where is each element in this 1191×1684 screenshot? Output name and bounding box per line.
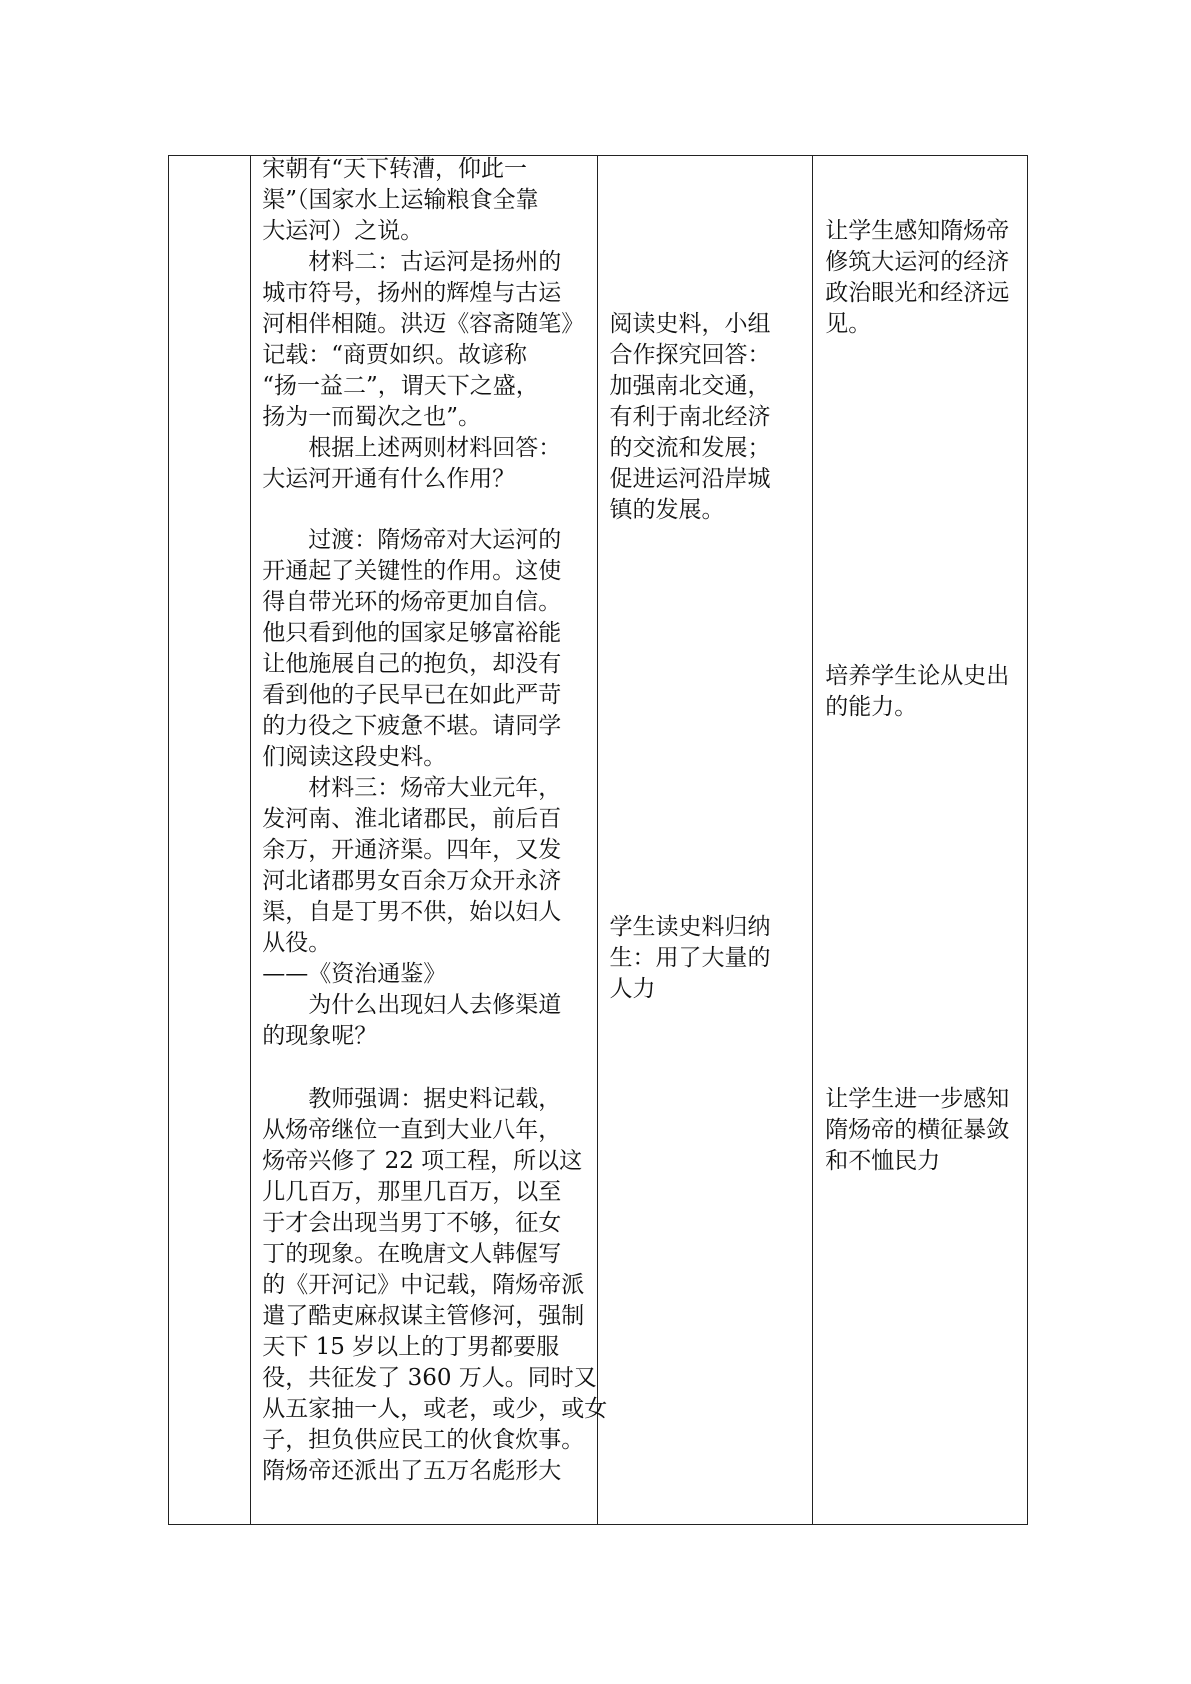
text-line: 生：用了大量的 <box>609 945 771 971</box>
text-line: 修筑大运河的经济 <box>825 249 1010 275</box>
text-line: 政治眼光和经济远 <box>825 280 1010 306</box>
text-line: 的现象呢？ <box>262 1023 378 1049</box>
text-line: 合作探究回答： <box>609 342 771 368</box>
text-line: 子，担负供应民工的伙食炊事。 <box>262 1427 585 1453</box>
text-line: 见。 <box>825 311 872 337</box>
text-line: 从役。 <box>262 930 332 956</box>
text-line: 看到他的子民早已在如此严苛 <box>262 682 562 708</box>
student-activity-cell <box>598 156 813 1525</box>
text-line: 大运河）之说。 <box>262 218 424 244</box>
text-line: 大运河开通有什么作用？ <box>262 466 516 492</box>
text-line: 从炀帝继位一直到大业八年， <box>262 1117 562 1143</box>
text-line: 丁的现象。在晚唐文人韩偓写 <box>262 1241 562 1267</box>
text-line: 阅读史料，小组 <box>609 311 771 337</box>
text-line: 加强南北交通， <box>609 373 771 399</box>
text-line: 记载：“商贾如织。故谚称 <box>262 342 528 368</box>
text-line: “扬一益二”，谓天下之盛， <box>262 373 539 399</box>
lesson-plan-table <box>168 155 1028 1525</box>
text-line: 教师强调：据史料记载， <box>308 1086 562 1112</box>
text-line: 让他施展自己的抱负，却没有 <box>262 651 562 677</box>
text-line: 遣了酷吏麻叔谋主管修河，强制 <box>262 1303 585 1329</box>
text-line: 隋炀帝的横征暴敛 <box>825 1117 1010 1143</box>
table-row <box>169 156 1028 1525</box>
text-line: 渠”（国家水上运输粮食全靠 <box>262 187 539 213</box>
text-line: 培养学生论从史出 <box>825 663 1010 689</box>
text-line: 河北诸郡男女百余万众开永济 <box>262 868 562 894</box>
text-line: 天下 15 岁以上的丁男都要服 <box>262 1334 560 1360</box>
text-line: 学生读史料归纳 <box>609 914 771 940</box>
text-line: 让学生进一步感知 <box>825 1086 1010 1112</box>
text-line: 役，共征发了 360 万人。同时又 <box>262 1365 597 1391</box>
text-line: 开通起了关键性的作用。这使 <box>262 558 562 584</box>
text-line: 促进运河沿岸城 <box>609 466 771 492</box>
text-line: 得自带光环的炀帝更加自信。 <box>262 589 562 615</box>
design-intent-cell <box>813 156 1028 1525</box>
text-line: 渠，自是丁男不供，始以妇人 <box>262 899 562 925</box>
text-line: 炀帝兴修了 22 项工程，所以这 <box>262 1148 583 1174</box>
text-line: 扬为一而蜀次之也”。 <box>262 404 482 430</box>
text-line: 隋炀帝还派出了五万名彪形大 <box>262 1458 562 1484</box>
text-line: 宋朝有“天下转漕，仰此一 <box>262 156 528 182</box>
text-line: 的交流和发展； <box>609 435 771 461</box>
text-line: 他只看到他的国家足够富裕能 <box>262 620 562 646</box>
text-line: 和不恤民力 <box>825 1148 941 1174</box>
text-line: 过渡：隋炀帝对大运河的 <box>308 527 562 553</box>
text-line: 让学生感知隋炀帝 <box>825 218 1010 244</box>
text-line: 余万，开通济渠。四年，又发 <box>262 837 562 863</box>
text-line: 的《开河记》中记载，隋炀帝派 <box>262 1272 585 1298</box>
text-line: 根据上述两则材料回答： <box>308 435 562 461</box>
text-line: 城市符号，扬州的辉煌与古运 <box>262 280 562 306</box>
blank-column-cell <box>169 156 251 1525</box>
text-line: 儿几百万，那里几百万，以至 <box>262 1179 562 1205</box>
text-line: 河相伴相随。洪迈《容斋随笔》 <box>262 311 585 337</box>
text-line: 人力 <box>609 976 656 1002</box>
text-line: 材料二：古运河是扬州的 <box>308 249 562 275</box>
text-line: 从五家抽一人，或老，或少，或女 <box>262 1396 608 1422</box>
text-line: 有利于南北经济 <box>609 404 771 430</box>
text-line: 的力役之下疲惫不堪。请同学 <box>262 713 562 739</box>
source-citation: ——《资治通鉴》 <box>262 961 447 987</box>
text-line: 为什么出现妇人去修渠道 <box>308 992 562 1018</box>
text-line: 镇的发展。 <box>609 497 725 523</box>
text-line: 于才会出现当男丁不够，征女 <box>262 1210 562 1236</box>
text-line: 们阅读这段史料。 <box>262 744 447 770</box>
text-line: 发河南、淮北诸郡民，前后百 <box>262 806 562 832</box>
text-line: 材料三：炀帝大业元年， <box>308 775 562 801</box>
text-line: 的能力。 <box>825 694 918 720</box>
teaching-content-cell <box>251 156 608 1525</box>
